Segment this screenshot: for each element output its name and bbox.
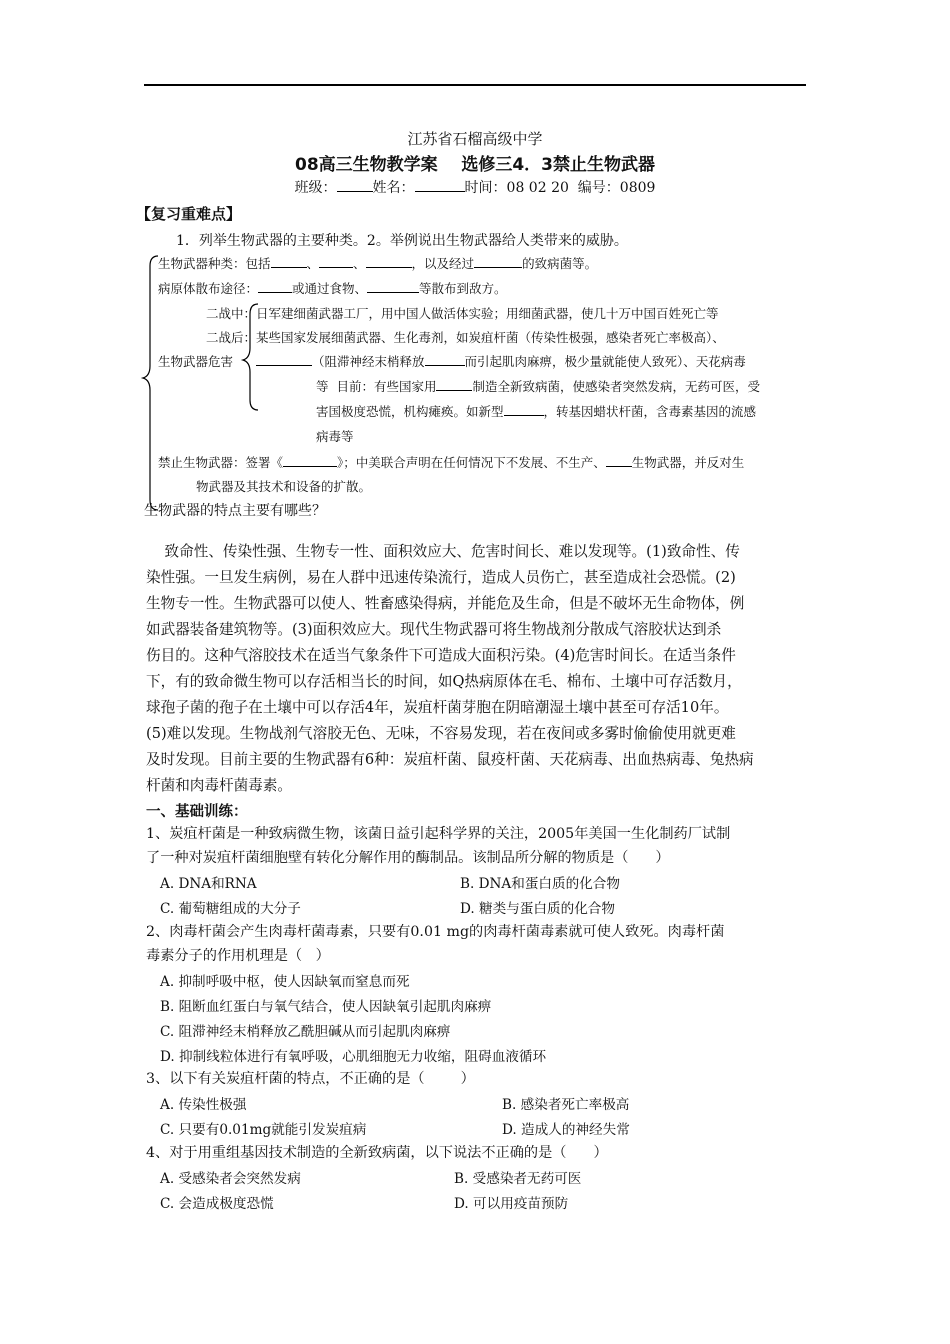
blank-toxin[interactable]	[256, 353, 312, 366]
outline-now-line2: 害国极度恐慌，机构瘫痪。如新型 ，转基因蜡状杆菌，含毒素基因的流感	[316, 404, 757, 419]
answer-line: 如武器装备建筑物等。(3)面积效应大。现代生物武器可将生物战剂分散成气溶胶状达到杀	[146, 621, 722, 638]
q3-option-d[interactable]: D. 造成人的神经失常	[502, 1122, 630, 1138]
school-name: 江苏省石榴高级中学	[407, 130, 543, 148]
q1-option-c[interactable]: C. 葡萄糖组成的大分子	[160, 901, 301, 917]
answer-line: 及时发现。目前主要的生物武器有6种：炭疽杆菌、鼠疫杆菌、天花病毒、出血热病毒、兔热病	[146, 751, 754, 768]
blank-type-2[interactable]	[319, 255, 353, 268]
outline-spread: 病原体散布途径： 或通过食物、 等散布到敌方。	[158, 281, 507, 296]
harm-label: 生物武器危害	[158, 354, 234, 369]
name-label: 姓名：	[372, 180, 415, 196]
features-question: 生物武器的特点主要有哪些？	[144, 503, 326, 519]
page-title: 08高三生物教学案 选修三4．3禁止生物武器	[295, 155, 655, 175]
question-1-line1: 1、炭疽杆菌是一种致病微生物，该菌日益引起科学界的关注，2005年美国一生化制药厂试制	[146, 826, 731, 842]
question-1-line2: 了一种对炭疽杆菌细胞壁有转化分解作用的酶制品。该制品所分解的物质是（ ）	[146, 850, 670, 866]
q2-option-a[interactable]: A. 抑制呼吸中枢，使人因缺氧而窒息而死	[160, 974, 410, 990]
answer-line: 球孢子菌的孢子在土壤中可以存活4年，炭疽杆菌芽胞在阴暗潮湿土壤中甚至可存活10年。	[146, 699, 729, 716]
outline-ban-line2: 物武器及其技术和设备的扩散。	[196, 479, 372, 494]
blank-type-4[interactable]	[474, 255, 522, 268]
review-item: 1．列举生物武器的主要种类。2。举例说出生物武器给人类带来的威胁。	[176, 233, 628, 249]
blank-toxin-2[interactable]	[425, 353, 465, 366]
q2-option-d[interactable]: D. 抑制线粒体进行有氧呼吸，心肌细胞无力收缩，阻碍血液循环	[160, 1049, 547, 1065]
outline-ww2-after: 二战后：某些国家发展细菌武器、生化毒剂，如炭疽杆菌（传染性极强，感染者死亡率极高）、	[206, 330, 725, 345]
q1-option-a[interactable]: A. DNA和RNA	[160, 876, 257, 892]
blank-new-type[interactable]	[504, 403, 544, 416]
review-heading: 【复习重难点】	[136, 205, 242, 223]
blank-type-1[interactable]	[271, 255, 307, 268]
question-4-line1: 4、对于用重组基因技术制造的全新致病菌，以下说法不正确的是（ ）	[146, 1145, 608, 1161]
blank-spread-1[interactable]	[258, 280, 292, 293]
blank-treaty[interactable]	[283, 454, 337, 467]
answer-line: 染性强。一旦发生病例，易在人群中迅速传染流行，造成人员伤亡，甚至造成社会恐慌。(2)	[146, 569, 736, 586]
blank-now[interactable]	[436, 378, 472, 391]
answer-line: 杆菌和肉毒杆菌毒素。	[146, 777, 292, 794]
outline-ban: 禁止生物武器：签署《 》；中美联合声明在任何情况下不发展、不生产、 生物武器，并反对生	[158, 455, 745, 470]
outline-types: 生物武器种类：包括 、 、 ，以及经过 的致病菌等。	[158, 256, 598, 271]
outline-now: 等 目前：有些国家用 制造全新致病菌，使感染者突然发病，无药可医，受	[316, 379, 760, 394]
q2-option-b[interactable]: B. 阻断血红蛋白与氧气结合，使人因缺氧引起肌肉麻痹	[160, 999, 492, 1015]
answer-line: 下，有的致命微生物可以存活相当长的时间，如Q热病原体在毛、棉布、土壤中可存活数月，	[146, 673, 742, 690]
answer-line: 致命性、传染性强、生物专一性、面积效应大、危害时间长、难以发现等。(1)致命性、传	[146, 543, 740, 560]
outline-now-line3: 病毒等	[316, 429, 354, 444]
q4-option-d[interactable]: D. 可以用疫苗预防	[454, 1196, 569, 1212]
blank-type-3[interactable]	[366, 255, 412, 268]
question-3-line1: 3、以下有关炭疽杆菌的特点，不正确的是（ ）	[146, 1071, 475, 1087]
blank-ban[interactable]	[606, 454, 632, 467]
outline-toxin: （阻滞神经末梢释放 而引起肌肉麻痹，极少量就能使人致死）、天花病毒	[256, 352, 746, 370]
q1-option-d[interactable]: D. 糖类与蛋白质的化合物	[460, 901, 615, 917]
number-label: 编号：0809	[577, 180, 656, 196]
question-2-line2: 毒素分子的作用机理是（ ）	[146, 948, 330, 964]
q3-option-c[interactable]: C. 只要有0.01mg就能引发炭疽病	[160, 1122, 367, 1138]
answer-line: (5)难以发现。生物战剂气溶胶无色、无味，不容易发现，若在夜间或多雾时偷偷使用就更难	[146, 725, 736, 742]
q4-option-a[interactable]: A. 受感染者会突然发病	[160, 1171, 301, 1187]
blank-spread-2[interactable]	[367, 280, 419, 293]
q4-option-c[interactable]: C. 会造成极度恐慌	[160, 1196, 274, 1212]
q4-option-b[interactable]: B. 受感染者无药可医	[454, 1171, 582, 1187]
q3-option-b[interactable]: B. 感染者死亡率极高	[502, 1097, 630, 1113]
time-label: 时间：08 02 20	[464, 180, 569, 196]
q3-option-a[interactable]: A. 传染性极强	[160, 1097, 247, 1113]
answer-line: 伤目的。这种气溶胶技术在适当气象条件下可造成大面积污染。(4)危害时间长。在适当条件	[146, 647, 736, 664]
question-2-line1: 2、肉毒杆菌会产生肉毒杆菌毒素，只要有0.01 mg的肉毒杆菌毒素就可使人致死。肉毒杆菌	[146, 924, 725, 940]
class-label: 班级：	[294, 180, 337, 196]
answer-line: 生物专一性。生物武器可以使人、牲畜感染得病，并能危及生命，但是不破坏无生命物体，例	[146, 595, 745, 612]
outline-ww2-during: 二战中：日军建细菌武器工厂，用中国人做活体实验；用细菌武器，使几十万中国百姓死亡等	[206, 306, 719, 321]
q2-option-c[interactable]: C. 阻滞神经末梢释放乙酰胆碱从而引起肌肉麻痹	[160, 1024, 451, 1040]
features-answer	[146, 539, 810, 799]
training-heading: 一、基础训练：	[146, 804, 248, 820]
q1-option-b[interactable]: B. DNA和蛋白质的化合物	[460, 876, 620, 892]
